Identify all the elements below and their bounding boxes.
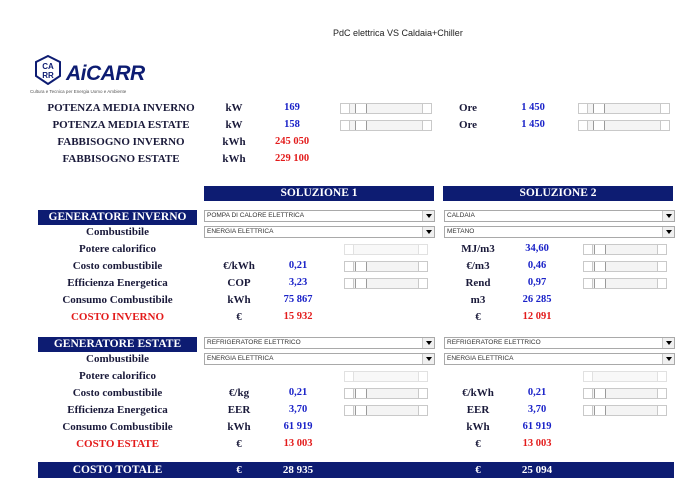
inverno-s2-fuel-select-value: METANO <box>447 228 475 235</box>
potenza-slider-0-left-arrow[interactable] <box>341 104 350 113</box>
estate-row-label: COSTO ESTATE <box>76 438 159 450</box>
estate-s1-unit: EER <box>227 404 251 416</box>
inverno-s2-slider-2-left-arrow[interactable] <box>584 262 593 271</box>
inverno-s1-slider-1-right-arrow[interactable] <box>418 245 427 254</box>
inverno-s1-slider-3[interactable] <box>344 278 428 289</box>
inverno-s2-unit: MJ/m3 <box>461 243 495 255</box>
inverno-s2-generator-select-dropdown-arrow-icon[interactable] <box>662 211 674 221</box>
inverno-s1-slider-2-left-arrow[interactable] <box>345 262 354 271</box>
inverno-s2-unit: €/m3 <box>466 260 490 272</box>
inverno-s2-slider-3-left-arrow[interactable] <box>584 279 593 288</box>
estate-s1-slider-3-thumb[interactable] <box>355 406 367 415</box>
top-row-value: 245 050 <box>274 136 310 147</box>
estate-s1-slider-2-left-arrow[interactable] <box>345 389 354 398</box>
aicarr-logo-mark <box>33 55 63 85</box>
costo-totale-label: COSTO TOTALE <box>72 464 163 476</box>
ore-value: 1 450 <box>521 102 545 113</box>
top-row-value: 229 100 <box>274 153 310 164</box>
inverno-s2-slider-3[interactable] <box>583 278 667 289</box>
potenza-slider-1[interactable] <box>340 120 432 131</box>
ore-slider-0-left-arrow[interactable] <box>579 104 588 113</box>
top-row-value: 158 <box>284 119 300 130</box>
inverno-s2-generator-select[interactable] <box>444 210 675 222</box>
inverno-s1-fuel-select[interactable] <box>204 226 435 238</box>
inverno-row-label: COSTO INVERNO <box>70 311 164 323</box>
inverno-s1-value: 0,21 <box>288 260 308 271</box>
top-row-unit: kW <box>225 119 243 131</box>
estate-s1-unit: € <box>236 438 242 450</box>
estate-s2-unit: EER <box>466 404 490 416</box>
estate-row-label: Costo combustibile <box>72 387 163 399</box>
inverno-s1-slider-3-right-arrow[interactable] <box>418 279 427 288</box>
inverno-s1-slider-2[interactable] <box>344 261 428 272</box>
potenza-slider-1-left-arrow[interactable] <box>341 121 350 130</box>
inverno-s2-slider-1-thumb[interactable] <box>594 245 606 254</box>
ore-slider-0[interactable] <box>578 103 670 114</box>
top-row-label: POTENZA MEDIA ESTATE <box>52 119 190 131</box>
inverno-s2-slider-2[interactable] <box>583 261 667 272</box>
logo-shield-icon <box>33 55 63 85</box>
estate-s2-generator-select-value: REFRIGERATORE ELETTRICO <box>447 339 541 346</box>
inverno-s1-value: 15 932 <box>283 311 313 322</box>
inverno-s1-slider-2-thumb[interactable] <box>355 262 367 271</box>
ore-label: Ore <box>458 102 478 114</box>
estate-s2-slider-3-left-arrow[interactable] <box>584 406 593 415</box>
logo-tagline: Cultura e Tecnica per Energia Uomo e Ambiente <box>30 89 127 94</box>
estate-s1-slider-3-left-arrow[interactable] <box>345 406 354 415</box>
estate-row-label: Consumo Combustibile <box>62 421 173 433</box>
inverno-s2-slider-1-left-arrow[interactable] <box>584 245 593 254</box>
potenza-slider-0-thumb[interactable] <box>355 104 367 113</box>
estate-s2-value: 61 919 <box>522 421 552 432</box>
estate-s2-generator-select-dropdown-arrow-icon[interactable] <box>662 338 674 348</box>
estate-s1-unit: kWh <box>227 421 251 433</box>
estate-s1-slider-1-left-arrow[interactable] <box>345 372 354 381</box>
inverno-s1-unit: €/kWh <box>223 260 255 272</box>
estate-s2-value: 0,21 <box>527 387 547 398</box>
estate-s2-slider-3-right-arrow[interactable] <box>657 406 666 415</box>
inverno-row-label: Consumo Combustibile <box>62 294 173 306</box>
estate-s1-fuel-select[interactable] <box>204 353 435 365</box>
inverno-s1-value: 75 867 <box>283 294 313 305</box>
inverno-s2-unit: m3 <box>470 294 486 306</box>
estate-row-label: Efficienza Energetica <box>67 404 168 416</box>
inverno-s2-generator-select-value: CALDAIA <box>447 212 475 219</box>
estate-s2-slider-2-thumb[interactable] <box>594 389 606 398</box>
inverno-s2-slider-1[interactable] <box>583 244 667 255</box>
estate-s2-unit: kWh <box>466 421 490 433</box>
inverno-s1-slider-3-thumb[interactable] <box>355 279 367 288</box>
estate-s2-slider-1-left-arrow[interactable] <box>584 372 593 381</box>
estate-s1-value: 13 003 <box>283 438 313 449</box>
svg-text:RR: RR <box>42 71 54 80</box>
estate-s2-unit: €/kWh <box>462 387 494 399</box>
potenza-slider-0[interactable] <box>340 103 432 114</box>
estate-row-label: Combustibile <box>86 353 149 365</box>
inverno-s1-value: 3,23 <box>288 277 308 288</box>
page-title: PdC elettrica VS Caldaia+Chiller <box>333 28 463 38</box>
ore-slider-0-thumb[interactable] <box>593 104 605 113</box>
aicarr-brand: AiCARR <box>66 62 145 85</box>
estate-s2-slider-1[interactable] <box>583 371 667 382</box>
top-row-unit: kWh <box>222 153 246 165</box>
estate-s2-fuel-select-value: ENERGIA ELETTRICA <box>447 355 514 362</box>
ore-slider-1-right-arrow[interactable] <box>660 121 669 130</box>
estate-s1-generator-select-dropdown-arrow-icon[interactable] <box>422 338 434 348</box>
solution-2-header: SOLUZIONE 2 <box>443 186 673 201</box>
inverno-s2-fuel-select[interactable] <box>444 226 675 238</box>
estate-s1-fuel-select-value: ENERGIA ELETTRICA <box>207 355 274 362</box>
estate-s1-slider-2-right-arrow[interactable] <box>418 389 427 398</box>
top-row-label: FABBISOGNO ESTATE <box>62 153 180 165</box>
estate-s2-unit: € <box>475 438 481 450</box>
estate-s1-generator-select-value: REFRIGERATORE ELETTRICO <box>207 339 301 346</box>
inverno-s2-value: 34,60 <box>525 243 549 254</box>
svg-text:CA: CA <box>42 62 54 71</box>
ore-slider-1-left-arrow[interactable] <box>579 121 588 130</box>
estate-s1-unit: €/kg <box>228 387 250 399</box>
estate-s1-generator-select[interactable] <box>204 337 435 349</box>
ore-value: 1 450 <box>521 119 545 130</box>
potenza-slider-1-right-arrow[interactable] <box>422 121 431 130</box>
top-row-label: FABBISOGNO INVERNO <box>57 136 185 148</box>
estate-s2-slider-3[interactable] <box>583 405 667 416</box>
costo-totale-unit-2: € <box>475 464 481 476</box>
inverno-s2-slider-2-thumb[interactable] <box>594 262 606 271</box>
inverno-row-label: Potere calorifico <box>78 243 157 255</box>
inverno-s2-unit: Rend <box>465 277 491 289</box>
estate-s2-value: 13 003 <box>522 438 552 449</box>
ore-slider-1[interactable] <box>578 120 670 131</box>
estate-s1-slider-2[interactable] <box>344 388 428 399</box>
top-row-unit: kW <box>225 102 243 114</box>
top-row-unit: kWh <box>222 136 246 148</box>
inverno-s2-slider-3-thumb[interactable] <box>594 279 606 288</box>
costo-totale-value-1: 28 935 <box>282 464 314 476</box>
solution-1-header: SOLUZIONE 1 <box>204 186 434 201</box>
inverno-s2-value: 12 091 <box>522 311 552 322</box>
inverno-s2-value: 0,97 <box>527 277 547 288</box>
estate-s2-fuel-select-dropdown-arrow-icon[interactable] <box>662 354 674 364</box>
inverno-row-label: Efficienza Energetica <box>67 277 168 289</box>
inverno-s2-fuel-select-dropdown-arrow-icon[interactable] <box>662 227 674 237</box>
inverno-s1-slider-1-left-arrow[interactable] <box>345 245 354 254</box>
inverno-row-label: Costo combustibile <box>72 260 163 272</box>
estate-s1-slider-2-thumb[interactable] <box>355 389 367 398</box>
estate-s1-slider-3-right-arrow[interactable] <box>418 406 427 415</box>
inverno-s2-value: 0,46 <box>527 260 547 271</box>
top-row-label: POTENZA MEDIA INVERNO <box>47 102 195 114</box>
estate-s1-value: 3,70 <box>288 404 308 415</box>
generatore-inverno-header: GENERATORE INVERNO <box>38 210 197 225</box>
estate-s1-value: 61 919 <box>283 421 313 432</box>
estate-s2-fuel-select[interactable] <box>444 353 675 365</box>
ore-slider-1-thumb[interactable] <box>593 121 605 130</box>
generatore-estate-header: GENERATORE ESTATE <box>38 337 197 352</box>
estate-s2-slider-2[interactable] <box>583 388 667 399</box>
inverno-s2-unit: € <box>475 311 481 323</box>
estate-s2-value: 3,70 <box>527 404 547 415</box>
inverno-s1-slider-2-right-arrow[interactable] <box>418 262 427 271</box>
potenza-slider-0-right-arrow[interactable] <box>422 104 431 113</box>
estate-s2-slider-1-right-arrow[interactable] <box>657 372 666 381</box>
costo-totale-unit-1: € <box>236 464 242 476</box>
inverno-s1-generator-select-value: POMPA DI CALORE ELETTRICA <box>207 212 305 219</box>
estate-s2-slider-2-right-arrow[interactable] <box>657 389 666 398</box>
inverno-s2-slider-2-right-arrow[interactable] <box>657 262 666 271</box>
costo-totale-value-2: 25 094 <box>521 464 553 476</box>
inverno-s1-unit: COP <box>227 277 251 289</box>
inverno-s2-slider-3-right-arrow[interactable] <box>657 279 666 288</box>
inverno-s1-slider-1[interactable] <box>344 244 428 255</box>
estate-row-label: Potere calorifico <box>78 370 157 382</box>
inverno-s1-generator-select[interactable] <box>204 210 435 222</box>
inverno-row-label: Combustibile <box>86 226 149 238</box>
inverno-s1-slider-3-left-arrow[interactable] <box>345 279 354 288</box>
estate-s1-slider-1-right-arrow[interactable] <box>418 372 427 381</box>
estate-s1-fuel-select-dropdown-arrow-icon[interactable] <box>422 354 434 364</box>
inverno-s1-fuel-select-dropdown-arrow-icon[interactable] <box>422 227 434 237</box>
inverno-s2-value: 26 285 <box>522 294 552 305</box>
estate-s1-slider-1[interactable] <box>344 371 428 382</box>
top-row-value: 169 <box>284 102 300 113</box>
estate-s2-slider-2-left-arrow[interactable] <box>584 389 593 398</box>
estate-s1-value: 0,21 <box>288 387 308 398</box>
inverno-s2-slider-1-right-arrow[interactable] <box>657 245 666 254</box>
estate-s2-slider-3-thumb[interactable] <box>594 406 606 415</box>
inverno-s1-generator-select-dropdown-arrow-icon[interactable] <box>422 211 434 221</box>
inverno-s1-unit: kWh <box>227 294 251 306</box>
inverno-s1-fuel-select-value: ENERGIA ELETTRICA <box>207 228 274 235</box>
ore-slider-0-right-arrow[interactable] <box>660 104 669 113</box>
estate-s1-slider-3[interactable] <box>344 405 428 416</box>
ore-label: Ore <box>458 119 478 131</box>
inverno-s1-unit: € <box>236 311 242 323</box>
estate-s2-generator-select[interactable] <box>444 337 675 349</box>
potenza-slider-1-thumb[interactable] <box>355 121 367 130</box>
